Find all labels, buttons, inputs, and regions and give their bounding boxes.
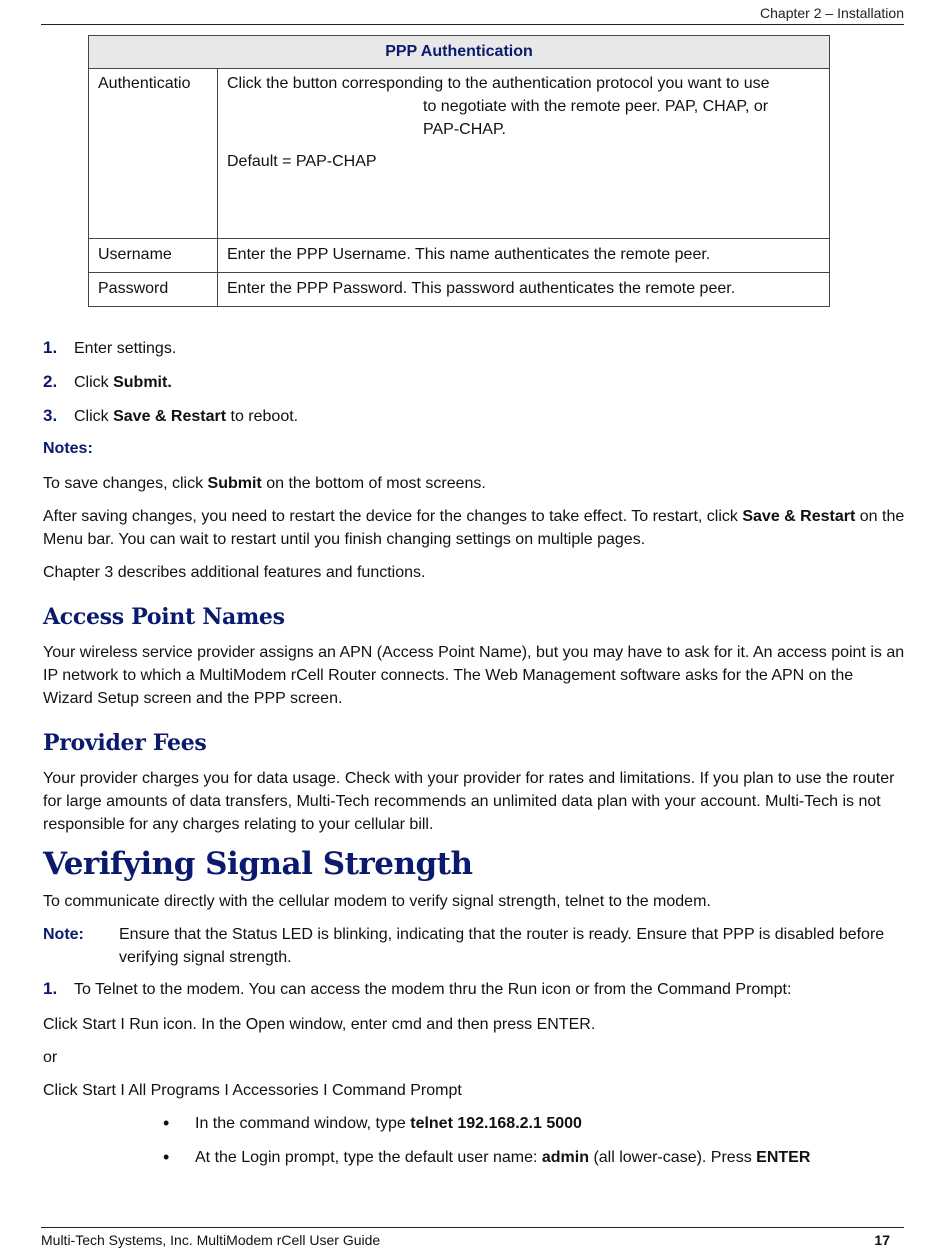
step-item — [43, 338, 905, 372]
bullet-icon: • — [163, 1147, 170, 1167]
signal-note — [43, 923, 905, 969]
desc-line: PAP-CHAP. — [423, 121, 506, 138]
desc-line: Click the button corresponding to the authentication protocol you want to use — [227, 75, 770, 92]
bullet-text: In the command window, type telnet 192.168.2.1 5000 — [195, 1115, 582, 1132]
table-row — [89, 273, 830, 307]
bullet-list — [163, 1112, 905, 1169]
instruction-line: Click Start I Run icon. In the Open window, enter cmd and then press ENTER. — [43, 1016, 596, 1033]
field-name: Password — [89, 273, 218, 307]
notes-paragraph: Chapter 3 describes additional features and functions. — [43, 564, 426, 581]
page-footer — [41, 1227, 904, 1248]
table-row — [89, 69, 830, 239]
field-description: Enter the PPP Password. This password authenticates the remote peer. — [218, 273, 830, 307]
step-text: Click Submit. — [74, 374, 172, 391]
apn-paragraph: Your wireless service provider assigns an APN (Access Point Name), but you may have to ask for it. An access point is an IP network to which a MultiModem rCell Router connects. The Web Management software asks for the APN on the Wizard Setup screen and the PPP screen. — [43, 644, 905, 707]
step-item — [43, 406, 905, 440]
fees-paragraph: Your provider charges you for data usage. Check with your provider for rates and limitations. If you plan to use the router for large amounts of data transfers, Multi-Tech recommends an unlimited data plan with your account. Multi-Tech is not responsible for any charges relating to your cellular bill. — [43, 770, 895, 833]
section-heading-apn: Access Point Names — [43, 604, 285, 630]
notes-label: Notes: — [43, 440, 93, 457]
signal-intro: To communicate directly with the cellular modem to verify signal strength, telnet to the modem. — [43, 893, 711, 910]
bullet-icon: • — [163, 1113, 170, 1133]
notes-paragraph: After saving changes, you need to restart the device for the changes to take effect. To restart, click Save & Restart on the Menu bar. You can wait to restart until you finish changing settings on multiple pages. — [43, 508, 905, 548]
page-content — [43, 338, 905, 1180]
page-header — [41, 4, 904, 25]
list-item — [163, 1112, 905, 1135]
desc-line: to negotiate with the remote peer. PAP, CHAP, or — [423, 98, 769, 115]
field-name: Username — [89, 239, 218, 273]
footer-title: Multi-Tech Systems, Inc. MultiModem rCell User Guide — [41, 1232, 381, 1248]
notes-paragraph: To save changes, click Submit on the bottom of most screens. — [43, 475, 486, 492]
note-text: Ensure that the Status LED is blinking, indicating that the router is ready. Ensure that PPP is disabled before verifying signal strength. — [119, 926, 885, 966]
step-item — [43, 372, 905, 406]
field-name: Authenticatio — [89, 69, 218, 239]
section-heading-fees: Provider Fees — [43, 730, 207, 756]
step-item — [43, 979, 905, 1013]
table-row — [89, 239, 830, 273]
page-number: 17 — [874, 1232, 890, 1248]
step-text: To Telnet to the modem. You can access the modem thru the Run icon or from the Command Prompt: — [74, 981, 792, 998]
step-text: Enter settings. — [74, 340, 177, 357]
step-text: Click Save & Restart to reboot. — [74, 408, 299, 425]
instruction-line: or — [43, 1049, 58, 1066]
chapter-title: Chapter 2 – Installation — [760, 5, 904, 21]
note-label: Note: — [43, 926, 84, 943]
ppp-authentication-table — [88, 35, 830, 307]
bullet-text: At the Login prompt, type the default user name: admin (all lower-case). Press ENTER — [195, 1149, 811, 1166]
section-heading-signal: Verifying Signal Strength — [43, 846, 473, 882]
instruction-line: Click Start I All Programs I Accessories I Command Prompt — [43, 1082, 462, 1099]
step-number: 2. — [43, 372, 58, 391]
table-title: PPP Authentication — [89, 36, 830, 69]
step-number: 1. — [43, 338, 58, 357]
list-item — [163, 1146, 905, 1169]
default-value: Default = PAP-CHAP — [227, 153, 377, 170]
field-description: Enter the PPP Username. This name authenticates the remote peer. — [218, 239, 830, 273]
field-description — [218, 69, 830, 239]
step-number: 3. — [43, 406, 58, 425]
step-number: 1. — [43, 979, 58, 998]
